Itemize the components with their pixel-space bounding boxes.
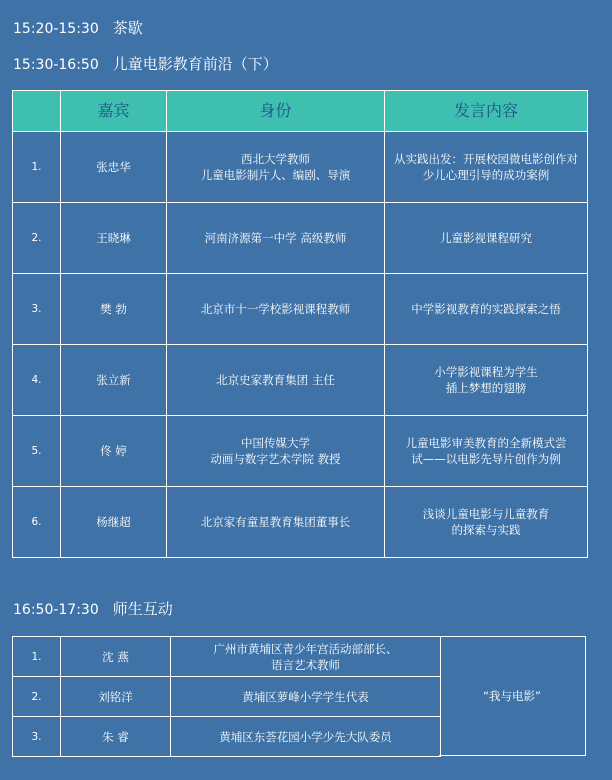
cell-num: 4. [13,345,61,416]
time-slot: 15:20-15:30 [13,21,99,37]
time-slot: 16:50-17:30 [13,602,99,618]
cell-topic: 小学影视课程为学生 插上梦想的翅膀 [385,345,588,416]
cell-num: 3. [13,274,61,345]
cell-role: 广州市黄埔区青少年宫活动部部长、 语言艺术教师 [171,637,441,677]
cell-name: 朱 睿 [61,717,171,757]
cell-role: 黄埔区萝峰小学学生代表 [171,677,441,717]
time-slot: 15:30-16:50 [13,57,99,73]
interaction-table [12,636,441,757]
cell-name: 樊 勃 [61,274,167,345]
session-title: 师生互动 [112,600,173,618]
cell-name: 张立新 [61,345,167,416]
header-identity: 身份 [167,91,385,132]
table-row [13,203,588,274]
cell-role: 北京史家教育集团 主任 [167,345,385,416]
schedule-line-break [13,17,143,38]
cell-num: 3. [13,717,61,757]
cell-name: 刘铭洋 [61,677,171,717]
table-row [13,677,441,717]
cell-name: 沈 燕 [61,637,171,677]
table-row [13,717,441,757]
cell-name: 张忠华 [61,132,167,203]
table-row [13,416,588,487]
speakers-table [12,90,588,558]
cell-topic: 中学影视教育的实践探索之悟 [385,274,588,345]
header-topic: 发言内容 [385,91,588,132]
interaction-topic: “我与电影” [439,636,586,756]
cell-name: 王晓琳 [61,203,167,274]
schedule-line-interaction [13,598,173,619]
table-row [13,637,441,677]
cell-topic: 浅谈儿童电影与儿童教育 的探索与实践 [385,487,588,558]
cell-name: 佟 婷 [61,416,167,487]
table-row [13,132,588,203]
session-title: 茶歇 [112,19,143,37]
cell-role: 黄埔区东荟花园小学少先大队委员 [171,717,441,757]
table-row [13,345,588,416]
table-row [13,274,588,345]
header-guest: 嘉宾 [61,91,167,132]
session-title: 儿童电影教育前沿（下） [112,55,278,73]
cell-topic: 儿童电影审美教育的全新模式尝 试——以电影先导片创作为例 [385,416,588,487]
cell-num: 1. [13,637,61,677]
cell-num: 2. [13,203,61,274]
cell-name: 杨继超 [61,487,167,558]
cell-topic: 从实践出发：开展校园微电影创作对 少儿心理引导的成功案例 [385,132,588,203]
cell-num: 5. [13,416,61,487]
cell-num: 2. [13,677,61,717]
cell-num: 1. [13,132,61,203]
cell-role: 北京家有童星教育集团董事长 [167,487,385,558]
schedule-line-session [13,53,278,74]
header-empty [13,91,61,132]
cell-role: 河南济源第一中学 高级教师 [167,203,385,274]
cell-role: 西北大学教师 儿童电影制片人、编剧、导演 [167,132,385,203]
cell-role: 北京市十一学校影视课程教师 [167,274,385,345]
cell-num: 6. [13,487,61,558]
table-header-row [13,91,588,132]
cell-topic: 儿童影视课程研究 [385,203,588,274]
cell-role: 中国传媒大学 动画与数字艺术学院 教授 [167,416,385,487]
table-row [13,487,588,558]
